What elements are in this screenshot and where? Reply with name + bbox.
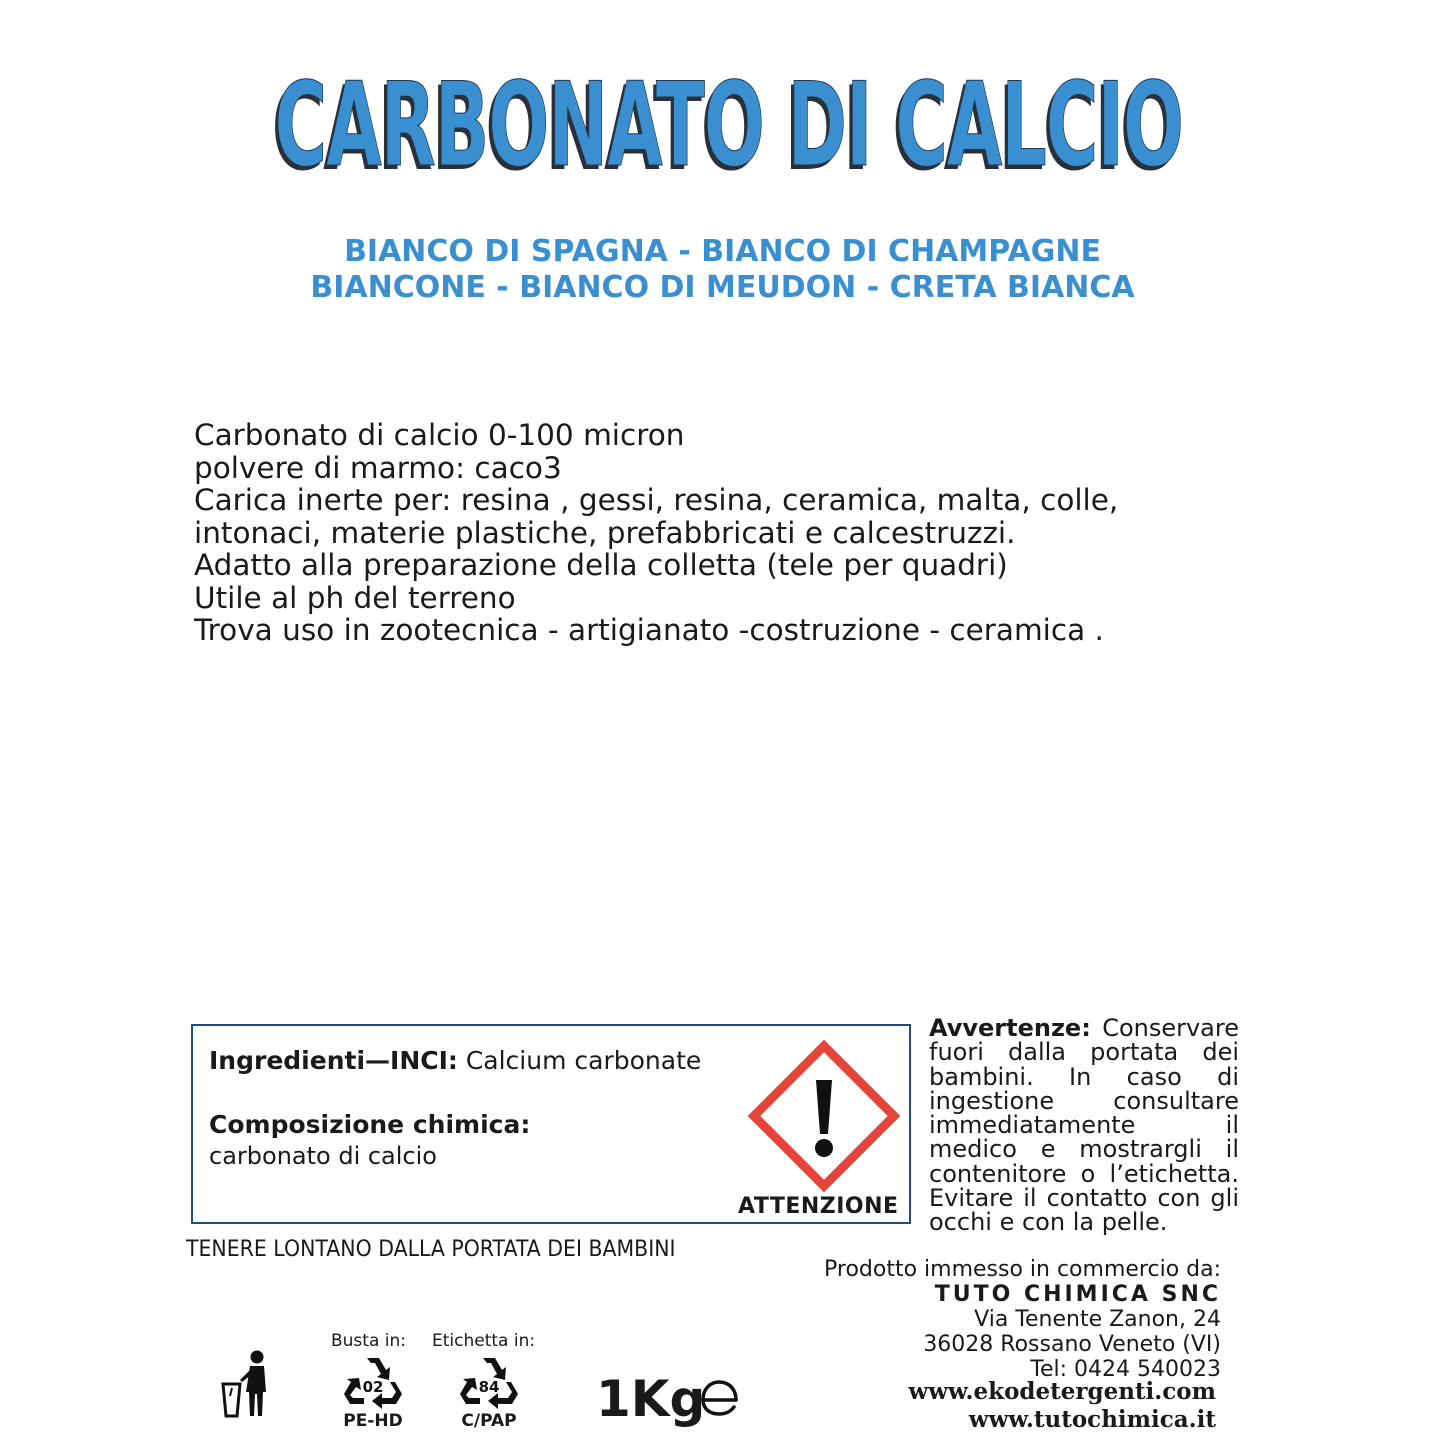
synonyms-line-2: BIANCONE - BIANCO DI MEUDON - CRETA BIANCA [310,270,1135,305]
company-info [824,1257,1221,1382]
ingredients-label: Ingredienti—INCI: [209,1046,458,1075]
ingredients-inci [209,1046,701,1075]
product-description [194,419,1254,647]
recycle-triangle-icon [340,1352,406,1414]
label-material-label: Etichetta in: [432,1331,536,1351]
warning-body: Conservare fuori dalla portata dei bambini. In caso di ingestione consultare immediatamente il medico e mostrargli il contenitore o l’etichetta. Evitare il contatto con gli occhi e con la pelle. [929,1014,1239,1237]
website-link[interactable]: www.tutochimica.it [968,1406,1216,1433]
ingredients-value: Calcium carbonate [457,1046,702,1075]
synonyms-line-1: BIANCO DI SPAGNA - BIANCO DI CHAMPAGNE [344,234,1101,269]
bag-recycle-code: PE-HD [343,1411,403,1431]
composition-value: carbonato di calcio [209,1142,437,1170]
hazard-label: ATTENZIONE [738,1194,899,1219]
description-line: Carica inerte per: resina , gessi, resina, ceramica, malta, colle, [194,483,1119,517]
label-recycle-code: C/PAP [461,1411,517,1431]
product-title: CARBONATO DI CALCIO [274,58,1183,193]
website-link[interactable]: www.ekodetergenti.com [908,1378,1216,1405]
company-street: Via Tenente Zanon, 24 [974,1307,1221,1332]
net-weight: 1Kg [596,1370,706,1428]
company-city: 36028 Rossano Veneto (VI) [923,1332,1221,1357]
warning-text [929,1016,1239,1235]
recycle-triangle-icon [456,1352,522,1414]
tidyman-bin-icon [220,1348,272,1418]
label-recycle-number: 84 [478,1378,500,1396]
description-line: Carbonato di calcio 0-100 micron [194,418,685,452]
bag-material-label: Busta in: [331,1331,407,1351]
composition-label: Composizione chimica: [209,1110,531,1139]
exclamation-hazard-icon [748,1040,900,1192]
description-line: Trova uso in zootecnica - artigianato -costruzione - ceramica . [194,613,1104,647]
synonyms [0,234,1445,306]
company-phone: Tel: 0424 540023 [1030,1357,1221,1382]
company-intro: Prodotto immesso in commercio da: [824,1257,1221,1282]
bag-recycle-number: 02 [362,1378,384,1396]
warning-label: Avvertenze: [929,1014,1091,1042]
estimated-e-icon [698,1376,740,1418]
description-line: Utile al ph del terreno [194,580,516,615]
company-name: TUTO CHIMICA SNC [934,1282,1221,1307]
description-line: intonaci, materie plastiche, prefabbricati e calcestruzzi. [194,515,1016,550]
description-line: Adatto alla preparazione della colletta (tele per quadri) [194,548,1008,582]
description-line: polvere di marmo: caco3 [194,450,562,485]
keep-away-notice: TENERE LONTANO DALLA PORTATA DEI BAMBINI [186,1237,676,1262]
